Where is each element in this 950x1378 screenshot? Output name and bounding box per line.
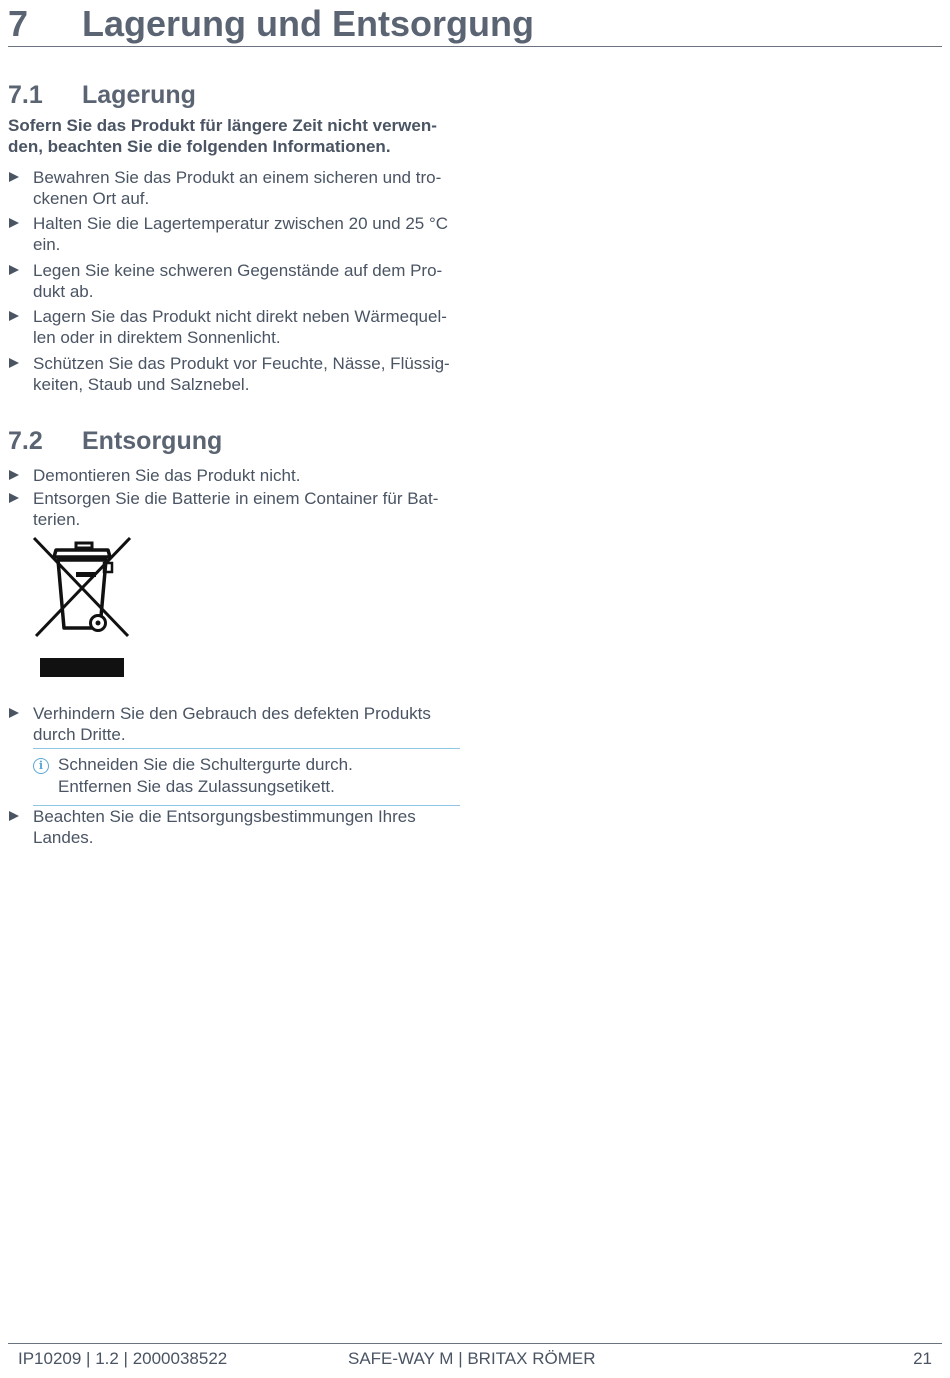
step-line: Schützen Sie das Produkt vor Feuchte, Nässe, Flüssig- [33, 354, 450, 373]
step-line: Beachten Sie die Entsorgungsbestimmungen Ihres [33, 807, 416, 826]
page-footer [8, 1343, 942, 1376]
bullet-arrow-icon [9, 811, 19, 821]
bullet-arrow-icon [9, 493, 19, 503]
step-line: Entsorgen Sie die Batterie in einem Container für Bat- [33, 489, 439, 508]
section-title: Entsorgung [82, 427, 223, 455]
step-line: ckenen Ort auf. [33, 189, 150, 208]
section-title: Lagerung [82, 81, 196, 109]
intro-line: Sofern Sie das Produkt für längere Zeit nicht verwen- [8, 116, 437, 135]
step-line: Lagern Sie das Produkt nicht direkt neben Wärmequel- [33, 307, 447, 326]
step-line: dukt ab. [33, 282, 94, 301]
bullet-arrow-icon [9, 172, 19, 182]
info-line: Schneiden Sie die Schultergurte durch. [58, 755, 353, 774]
bullet-arrow-icon [9, 311, 19, 321]
section-number: 7.1 [8, 81, 43, 109]
chapter-title: Lagerung und Entsorgung [82, 3, 534, 44]
step-line: keiten, Staub und Salznebel. [33, 375, 250, 394]
bullet-arrow-icon [9, 708, 19, 718]
bullet-arrow-icon [9, 218, 19, 228]
step-line: Verhindern Sie den Gebrauch des defekten Produkts [33, 704, 431, 723]
step-line: Halten Sie die Lagertemperatur zwischen 20 und 25 °C [33, 214, 449, 233]
storage-intro [8, 115, 468, 157]
info-line: Entfernen Sie das Zulassungsetikett. [58, 777, 335, 796]
crossed-out-wheelie-bin-icon [32, 536, 132, 680]
step-line: Landes. [33, 828, 94, 847]
chapter-heading [8, 2, 942, 47]
footer-product: SAFE-WAY M | BRITAX RÖMER [348, 1349, 596, 1368]
bullet-arrow-icon [9, 470, 19, 480]
step-line: terien. [33, 510, 81, 529]
step-line: Demontieren Sie das Produkt nicht. [33, 466, 301, 485]
step-line: len oder in direktem Sonnenlicht. [33, 328, 281, 347]
info-icon: i [33, 758, 49, 774]
bullet-arrow-icon [9, 358, 19, 368]
step-line: ein. [33, 235, 61, 254]
footer-doc-id: IP10209 | 1.2 | 2000038522 [18, 1349, 228, 1368]
section-number: 7.2 [8, 427, 43, 455]
step-line: Legen Sie keine schweren Gegenstände auf dem Pro- [33, 261, 443, 280]
chapter-number: 7 [8, 3, 29, 44]
step-line: Bewahren Sie das Produkt an einem sicheren und tro- [33, 168, 442, 187]
info-note [33, 748, 460, 806]
footer-page-number: 21 [913, 1349, 932, 1368]
intro-line: den, beachten Sie die folgenden Informationen. [8, 137, 391, 156]
bullet-arrow-icon [9, 265, 19, 275]
step-line: durch Dritte. [33, 725, 126, 744]
